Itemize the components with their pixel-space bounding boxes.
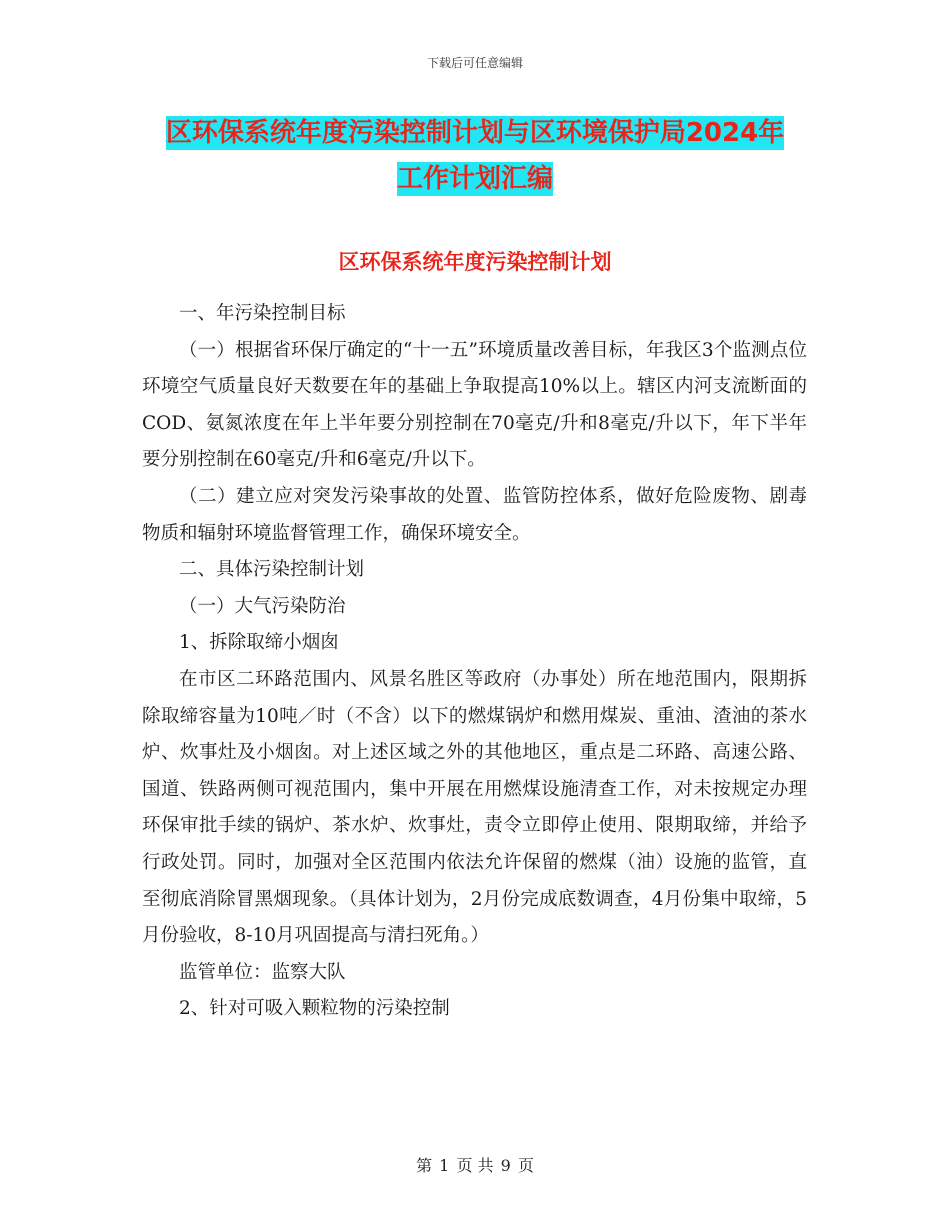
page-footer [0,1153,950,1176]
paragraph-plan-heading: 二、具体污染控制计划 [179,559,365,581]
footer-prefix: 第 [416,1156,433,1175]
footer-middle: 页 共 [456,1156,494,1175]
document-title-line-1: 区环保系统年度污染控制计划与区环境保护局2024年 [165,118,785,148]
current-page-number: 1 [439,1156,450,1175]
document-title [0,110,950,202]
total-page-count: 9 [500,1156,511,1175]
paragraph-goal-2: （二）建立应对突发污染事故的处置、监管防控体系，做好危险废物、剧毒物质和辐射环境监督管理工作，确保环境安全。 [142,485,807,544]
document-title-line-2: 工作计划汇编 [396,164,553,194]
paragraph-goal-1: （一）根据省环保厅确定的“十一五”环境质量改善目标，年我区3个监测点位环境空气质量良好天数要在年的基础上争取提高10%以上。辖区内河支流断面的COD、氨氮浓度在年上半年要分别控制在70毫克/升和8毫克/升以下，年下半年要分别控制在60毫克/升和6毫克/升以下。 [142,339,807,471]
paragraph-chimney-heading: 1、拆除取缔小烟囱 [179,632,339,654]
paragraph-goal-heading: 一、年污染控制目标 [179,303,346,324]
header-note: 下载后可任意编辑 [426,56,523,70]
paragraph-supervisor: 监管单位：监察大队 [179,961,346,983]
footer-suffix: 页 [517,1156,534,1175]
body-text [142,296,807,1028]
section-title: 区环保系统年度污染控制计划 [338,250,612,274]
paragraph-chimney-body: 在市区二环路范围内、风景名胜区等政府（办事处）所在地范围内，限期拆除取缔容量为10吨／时（不含）以下的燃煤锅炉和燃用煤炭、重油、渣油的茶水炉、炊事灶及小烟囱。对上述区域之外的其他地区，重点是二环路、高速公路、国道、铁路两侧可视范围内，集中开展在用燃煤设施清查工作，对未按规定办理环保审批手续的锅炉、茶水炉、炊事灶，责令立即停止使用、限期取缔，并给予行政处罚。同时，加强对全区范围内依法允许保留的燃煤（油）设施的监管，直至彻底消除冒黑烟现象。（具体计划为，2月份完成底数调查，4月份集中取缔，5月份验收，8-10月巩固提高与清扫死角。） [142,668,807,947]
paragraph-air-heading: （一）大气污染防治 [179,595,346,617]
paragraph-particulate-heading: 2、针对可吸入颗粒物的污染控制 [179,998,450,1020]
